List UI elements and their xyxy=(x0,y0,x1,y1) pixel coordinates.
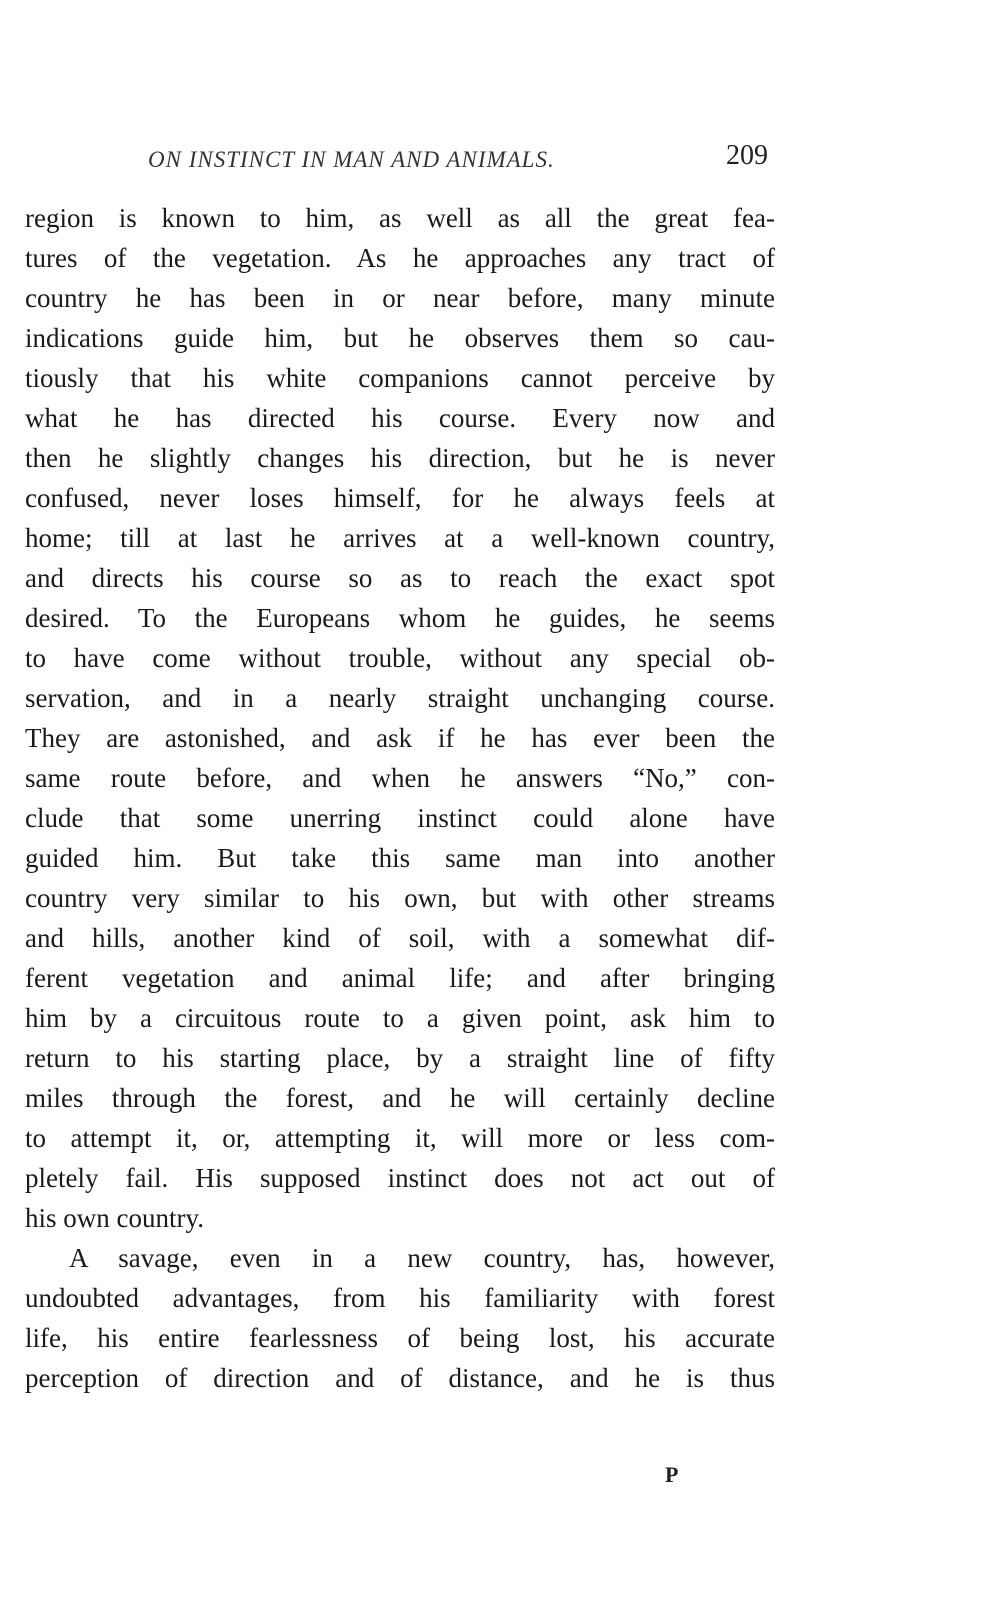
text-line: his own country. xyxy=(25,1203,204,1233)
text-line: life, his entire fearlessness of being lost, his accurate xyxy=(25,1323,775,1353)
text-line: pletely fail. His supposed instinct does not act out of xyxy=(25,1163,775,1193)
text-line: A savage, even in a new country, has, however, xyxy=(69,1243,775,1273)
text-line: home; till at last he arrives at a well-known country, xyxy=(25,523,775,553)
text-line: ferent vegetation and animal life; and after bringing xyxy=(25,963,775,993)
text-line: clude that some unerring instinct could alone have xyxy=(25,803,775,833)
text-line: and hills, another kind of soil, with a somewhat dif- xyxy=(25,923,775,953)
text-line: and directs his course so as to reach the exact spot xyxy=(25,563,775,593)
text-line: country very similar to his own, but with other streams xyxy=(25,883,775,913)
text-line: perception of direction and of distance, and he is thus xyxy=(25,1363,775,1393)
text-line: They are astonished, and ask if he has ever been the xyxy=(25,723,775,753)
text-line: guided him. But take this same man into another xyxy=(25,843,775,873)
text-line: region is known to him, as well as all the great fea- xyxy=(25,203,775,233)
text-line: country he has been in or near before, many minute xyxy=(25,283,775,313)
text-line: same route before, and when he answers “No,” con- xyxy=(25,763,775,793)
text-line: servation, and in a nearly straight unchanging course. xyxy=(25,683,775,713)
text-line: tures of the vegetation. As he approaches any tract of xyxy=(25,243,775,273)
text-line: then he slightly changes his direction, but he is never xyxy=(25,443,775,473)
signature-mark: P xyxy=(665,1462,679,1487)
text-line: what he has directed his course. Every now and xyxy=(25,403,775,433)
text-line: undoubted advantages, from his familiarity with forest xyxy=(25,1283,775,1313)
text-line: indications guide him, but he observes them so cau- xyxy=(25,323,775,353)
running-header xyxy=(148,140,768,183)
text-line: confused, never loses himself, for he always feels at xyxy=(25,483,775,513)
body-text xyxy=(25,198,775,1398)
text-line: desired. To the Europeans whom he guides, he seems xyxy=(25,603,775,633)
text-line: tiously that his white companions cannot perceive by xyxy=(25,363,775,393)
paragraph-1 xyxy=(25,198,775,1238)
paragraph-2 xyxy=(25,1238,775,1398)
text-line: to have come without trouble, without any special ob- xyxy=(25,643,775,673)
running-title: ON INSTINCT IN MAN AND ANIMALS. xyxy=(148,147,555,172)
text-line: him by a circuitous route to a given point, ask him to xyxy=(25,1003,775,1033)
page-number: 209 xyxy=(726,140,768,171)
text-line: return to his starting place, by a straight line of fifty xyxy=(25,1043,775,1073)
text-line: to attempt it, or, attempting it, will more or less com- xyxy=(25,1123,775,1153)
text-line: miles through the forest, and he will certainly decline xyxy=(25,1083,775,1113)
